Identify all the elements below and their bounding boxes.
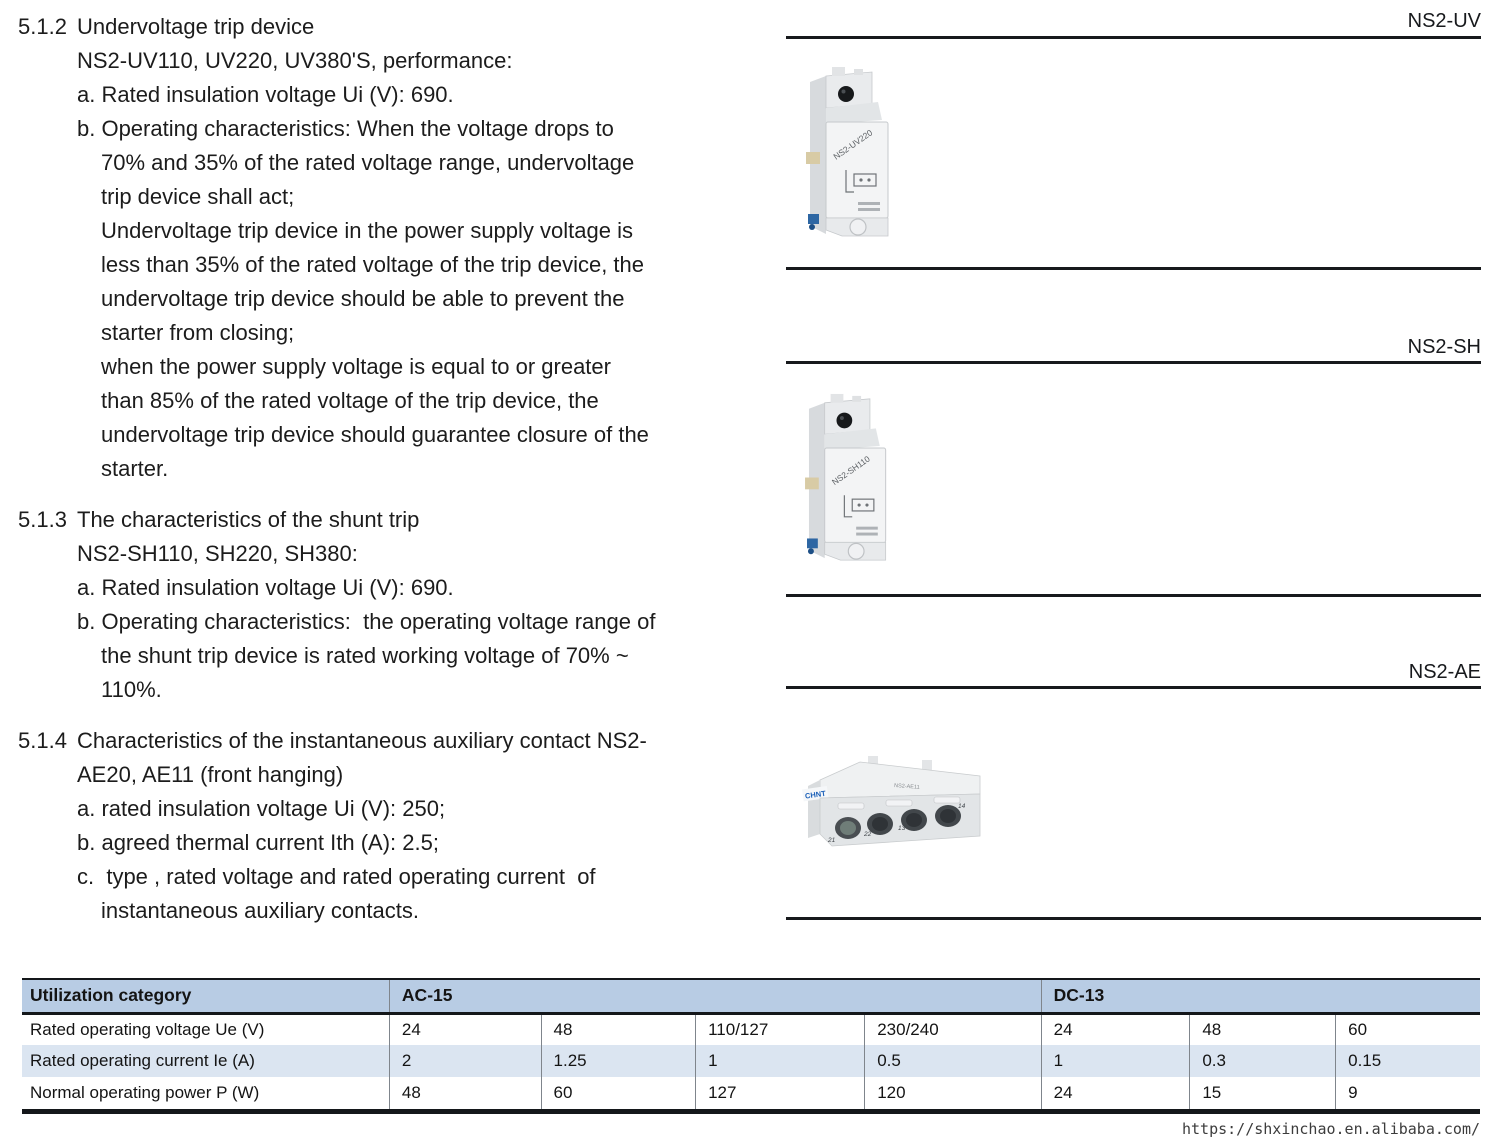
table-cell: 110/127 xyxy=(696,1013,865,1045)
spec-line: b. Operating characteristics: When the voltage drops to xyxy=(77,116,614,141)
spec-line: a. rated insulation voltage Ui (V): 250; xyxy=(77,796,446,821)
terminal-number: 14 xyxy=(958,803,966,810)
table-cell: 24 xyxy=(1041,1077,1190,1109)
spec-line: undervoltage trip device should guarantee closure of the xyxy=(101,422,649,447)
table-cell: 48 xyxy=(1190,1013,1336,1045)
spec-line: 110%. xyxy=(101,677,162,702)
section-title: The characteristics of the shunt trip xyxy=(77,507,420,532)
section-undervoltage-trip xyxy=(18,10,793,486)
ns2-ae-product-image xyxy=(802,750,986,852)
table-cell: 48 xyxy=(389,1077,541,1109)
terminal-number: 22 xyxy=(864,831,872,838)
divider-line xyxy=(786,267,1481,270)
spec-line: b. agreed thermal current Ith (A): 2.5; xyxy=(77,830,439,855)
section-heading xyxy=(18,724,793,758)
row-label: Normal operating power P (W) xyxy=(30,1083,260,1102)
table-cell: 0.3 xyxy=(1190,1045,1336,1077)
spec-line: a. Rated insulation voltage Ui (V): 690. xyxy=(77,575,454,600)
terminal-number: 13 xyxy=(898,825,906,832)
spec-line: starter. xyxy=(101,456,169,481)
spec-line: trip device shall act; xyxy=(101,184,295,209)
spec-line: 70% and 35% of the rated voltage range, undervoltage xyxy=(101,150,635,175)
table-cell: 48 xyxy=(541,1013,696,1045)
section-shunt-trip xyxy=(18,503,793,707)
spec-line: starter from closing; xyxy=(101,320,295,345)
spec-line: less than 35% of the rated voltage of the trip device, the xyxy=(101,252,645,277)
divider-line xyxy=(786,36,1481,39)
spec-line: undervoltage trip device should be able to prevent the xyxy=(101,286,625,311)
spec-line: Undervoltage trip device in the power supply voltage is xyxy=(101,218,633,243)
table-cell: 1.25 xyxy=(541,1045,696,1077)
source-url: https://shxinchao.en.alibaba.com/ xyxy=(1181,1120,1480,1137)
table-cell: 2 xyxy=(389,1045,541,1077)
spec-line: than 85% of the rated voltage of the trip device, the xyxy=(101,388,599,413)
divider-line xyxy=(786,917,1481,920)
product-label-ns2-uv: NS2-UV xyxy=(1407,10,1481,32)
spec-text-column xyxy=(18,10,793,928)
spec-line: AE20, AE11 (front hanging) xyxy=(77,762,344,787)
table-cell: 0.15 xyxy=(1336,1045,1480,1077)
table-cell: 9 xyxy=(1336,1077,1480,1109)
table-row-voltage xyxy=(22,1013,1480,1045)
divider-line xyxy=(786,686,1481,689)
ratings-table xyxy=(22,978,1480,1109)
section-number: 5.1.3 xyxy=(18,507,67,532)
spec-line: NS2-SH110, SH220, SH380: xyxy=(77,541,358,566)
table-header-row xyxy=(22,979,1480,1013)
divider-line xyxy=(786,361,1481,364)
row-label: Rated operating current Ie (A) xyxy=(22,1045,389,1077)
product-label-ns2-sh: NS2-SH xyxy=(1407,336,1481,358)
table-cell: 230/240 xyxy=(865,1013,1041,1045)
product-label-ns2-ae: NS2-AE xyxy=(1408,661,1481,683)
spec-line: a. Rated insulation voltage Ui (V): 690. xyxy=(77,82,454,107)
spec-line: c. type , rated voltage and rated operating current of xyxy=(77,864,596,889)
table-cell: 127 xyxy=(696,1077,865,1109)
table-row-power xyxy=(22,1077,1480,1109)
device-printed-label: NS2-SH110 xyxy=(829,453,872,488)
device-printed-label: NS2-UV220 xyxy=(831,127,875,162)
header-group-ac15: AC-15 xyxy=(389,979,1041,1013)
brand-logo-text: CHNT xyxy=(804,788,827,801)
section-title: Undervoltage trip device xyxy=(77,14,315,39)
spec-line: b. Operating characteristics: the operating voltage range of xyxy=(77,609,656,634)
terminal-number: 21 xyxy=(828,837,836,844)
table-cell: 1 xyxy=(1041,1045,1190,1077)
section-heading xyxy=(18,503,793,537)
table-row-current xyxy=(22,1045,1480,1077)
table-cell: 24 xyxy=(1041,1013,1190,1045)
row-label: Rated operating voltage Ue (V) xyxy=(30,1019,265,1039)
spec-line: the shunt trip device is rated working voltage of 70% ~ xyxy=(101,643,629,668)
divider-line xyxy=(786,594,1481,597)
ratings-table-container xyxy=(22,978,1480,1114)
table-cell: 0.5 xyxy=(865,1045,1041,1077)
ns2-uv-product-image xyxy=(802,64,934,242)
table-cell: 60 xyxy=(541,1077,696,1109)
section-number: 5.1.4 xyxy=(18,728,67,753)
header-utilization-category: Utilization category xyxy=(22,979,389,1013)
spec-line: when the power supply voltage is equal to or greater xyxy=(101,354,611,379)
table-bottom-double-rule xyxy=(22,1109,1480,1114)
ns2-sh-product-image xyxy=(800,391,932,566)
header-group-dc13: DC-13 xyxy=(1041,979,1480,1013)
table-cell: 1 xyxy=(696,1045,865,1077)
device-printed-label: NS2-AE11 xyxy=(893,783,920,791)
spec-line: instantaneous auxiliary contacts. xyxy=(101,898,419,923)
section-title: Characteristics of the instantaneous auxiliary contact NS2- xyxy=(77,728,647,753)
table-cell: 60 xyxy=(1336,1013,1480,1045)
table-cell: 15 xyxy=(1190,1077,1336,1109)
table-cell: 120 xyxy=(865,1077,1041,1109)
section-auxiliary-contact xyxy=(18,724,793,928)
section-number: 5.1.2 xyxy=(18,14,67,39)
table-cell: 24 xyxy=(389,1013,541,1045)
spec-line: NS2-UV110, UV220, UV380'S, performance: xyxy=(77,48,513,73)
section-heading xyxy=(18,10,793,44)
